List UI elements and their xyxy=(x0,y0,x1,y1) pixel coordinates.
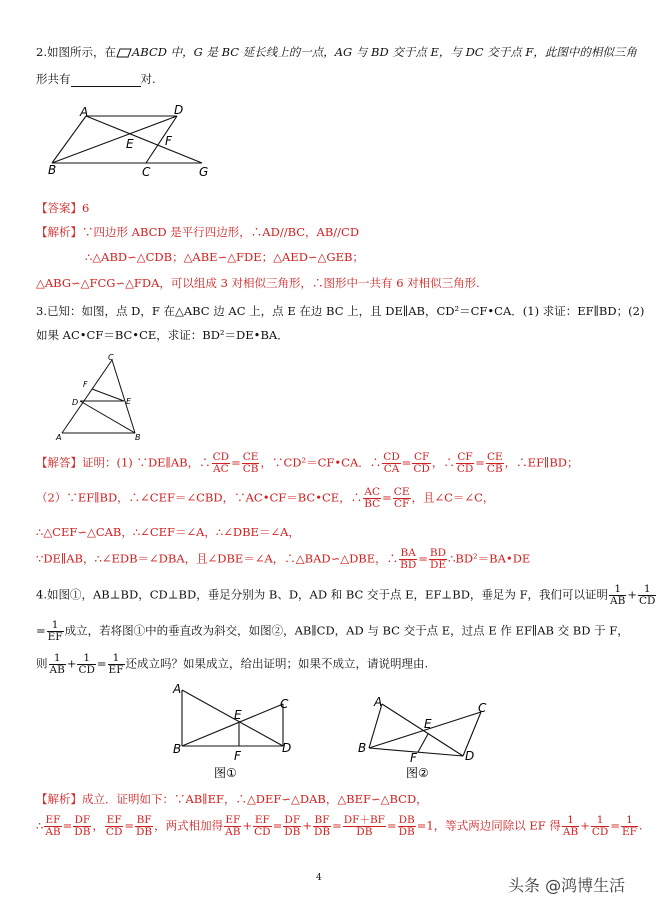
q3-line2: 如果 AC•CF＝BC•CE，求证：BD²＝DE•BA． xyxy=(36,328,289,342)
q2-label-E: E xyxy=(126,137,134,151)
q2-label-D: D xyxy=(174,103,184,117)
q2-label-G: G xyxy=(199,165,209,179)
q2-label-B: B xyxy=(48,163,57,177)
q2-label-F: F xyxy=(165,134,172,148)
q4-f2-label-C: C xyxy=(478,701,487,715)
q4-f1-label-E: E xyxy=(234,708,242,722)
q4-f2-label-F: F xyxy=(410,751,417,765)
q2-label-C: C xyxy=(142,165,151,179)
q2-analysis-2: ∴△ABD∽△CDB；△ABE∽△FDE；△AED∽△GEB； xyxy=(85,250,364,264)
q4-f1-label-D: D xyxy=(282,741,292,755)
q4-f2-label-D: D xyxy=(465,749,475,763)
q3-answer-1: 【解答】证明：(1) ∵DE∥AB，∴ $\frac{CD}{AC}$ = $\frac{CE}{CB}$ ，∵CD²＝CF•CA．∴ $\frac{CD}{CA}$ = $\frac{CF}{CD}$ ，∴ $\frac{CF}{CD}$ = $\frac{CE}{CB}$ ，∴EF∥BD； xyxy=(36,451,579,476)
parallelogram-icon xyxy=(116,48,132,58)
q4-f2-label-A: A xyxy=(374,695,383,709)
q3-answer-3: ∴△CEF∽△CAB，∴∠CEF＝∠A，∴∠DBE＝∠A， xyxy=(36,525,300,539)
q4-f2-label-B: B xyxy=(358,741,367,755)
q4-fig2-caption: 图② xyxy=(406,766,429,780)
q3-label-E: E xyxy=(126,397,132,406)
q2-label-A: A xyxy=(80,105,89,119)
q3-label-D: D xyxy=(72,398,79,407)
q3-label-A: A xyxy=(56,433,62,442)
q4-f1-label-B: B xyxy=(173,742,182,756)
q4-f2-label-E: E xyxy=(424,717,432,731)
q3-label-B: B xyxy=(135,433,141,442)
q4-line1: 4.如图①，AB⊥BD，CD⊥BD，垂足分别为 B、D，AD 和 BC 交于点 E，EF⊥BD，垂足为 F，我们可以证明 $\frac{1}{AB}$ + $\frac{1}{CD}$ xyxy=(36,583,656,608)
q4-f1-label-C: C xyxy=(280,697,289,711)
q4-line3: 则 $\frac{1}{AB}$ + $\frac{1}{CD}$ = $\frac{1}{EF}$ 还成立吗？如果成立，给出证明；如果不成立，请说明理由. xyxy=(36,652,429,677)
q2-answer: 【答案】6 xyxy=(36,201,90,215)
q2-line1: 2.如图所示，在 ABCD 中，G 是 BC 延长线上的一点，AG 与 BD 交于点 E，与 DC 交于点 F，此图中的相似三角 xyxy=(36,45,637,59)
watermark: 头条 @鸿博生活 xyxy=(508,876,626,895)
q3-line1: 3.已知：如图，点 D，F 在△ABC 边 AC 上，点 E 在边 BC 上，且 DE∥AB，CD²＝CF•CA．(1) 求证：EF∥BD；(2) xyxy=(36,304,645,318)
q4-line2: = $\frac{1}{EF}$ 成立，若将图①中的垂直改为斜交，如图②，AB∥CD，AD 与 BC 交于点 E，过点 E 作 EF∥AB 交 BD 于 F， xyxy=(36,619,629,644)
q3-answer-4: ∵DE∥AB，∴∠EDB＝∠DBA，且∠DBE＝∠A，∴△BAD∽△DBE，∴ $\frac{BA}{BD}$ = $\frac{BD}{DE}$ ∴BD²＝BA•DE xyxy=(36,547,531,572)
q2-figure xyxy=(44,104,219,180)
q4-analysis-2: ∴ $\frac{EF}{AB}$ = $\frac{DF}{DB}$ ， $\frac{EF}{CD}$ = $\frac{BF}{DB}$ ，两式相加得 $\frac{EF}{AB}$ + $\frac{EF}{CD}$ = $\frac{DF}{DB}$ + $\frac{BF}{DB}$ = $\frac{DF+BF}{DB}$ = $\frac{DB}{DB}$ =1，等式两边同除以 EF 得 $\frac{1}{AB}$ + $\frac{1}{CD}$ = $\frac{1}{EF}$ . xyxy=(36,814,643,839)
q4-figure-1 xyxy=(168,680,304,782)
page-number: 4 xyxy=(316,873,322,883)
q2-analysis-3: △ABG∽△FCG∽△FDA，可以组成 3 对相似三角形，∴图形中一共有 6 对相似三角形. xyxy=(36,276,480,290)
q3-answer-2: （2）∵EF∥BD，∴∠CEF＝∠CBD，∵AC•CF＝BC•CE，∴ $\frac{AC}{BC}$ = $\frac{CE}{CF}$ ，且∠C＝∠C， xyxy=(36,486,495,511)
q3-label-F: F xyxy=(83,380,88,389)
q2-analysis-1: 【解析】∵四边形 ABCD 是平行四边形，∴AD//BC，AB//CD xyxy=(36,225,360,239)
q3-label-C: C xyxy=(108,353,114,362)
q4-f1-label-F: F xyxy=(234,749,241,763)
q4-analysis-1: 【解析】成立．证明如下：∵AB∥EF，∴△DEF∽△DAB，△BEF∽△BCD， xyxy=(36,792,428,806)
q3-figure xyxy=(50,352,150,444)
q4-fig1-caption: 图① xyxy=(214,766,237,780)
q2-line2: 形共有 对. xyxy=(36,72,156,86)
answer-blank xyxy=(71,74,141,87)
q4-figure-2 xyxy=(352,690,494,782)
q4-f1-label-A: A xyxy=(173,682,182,696)
